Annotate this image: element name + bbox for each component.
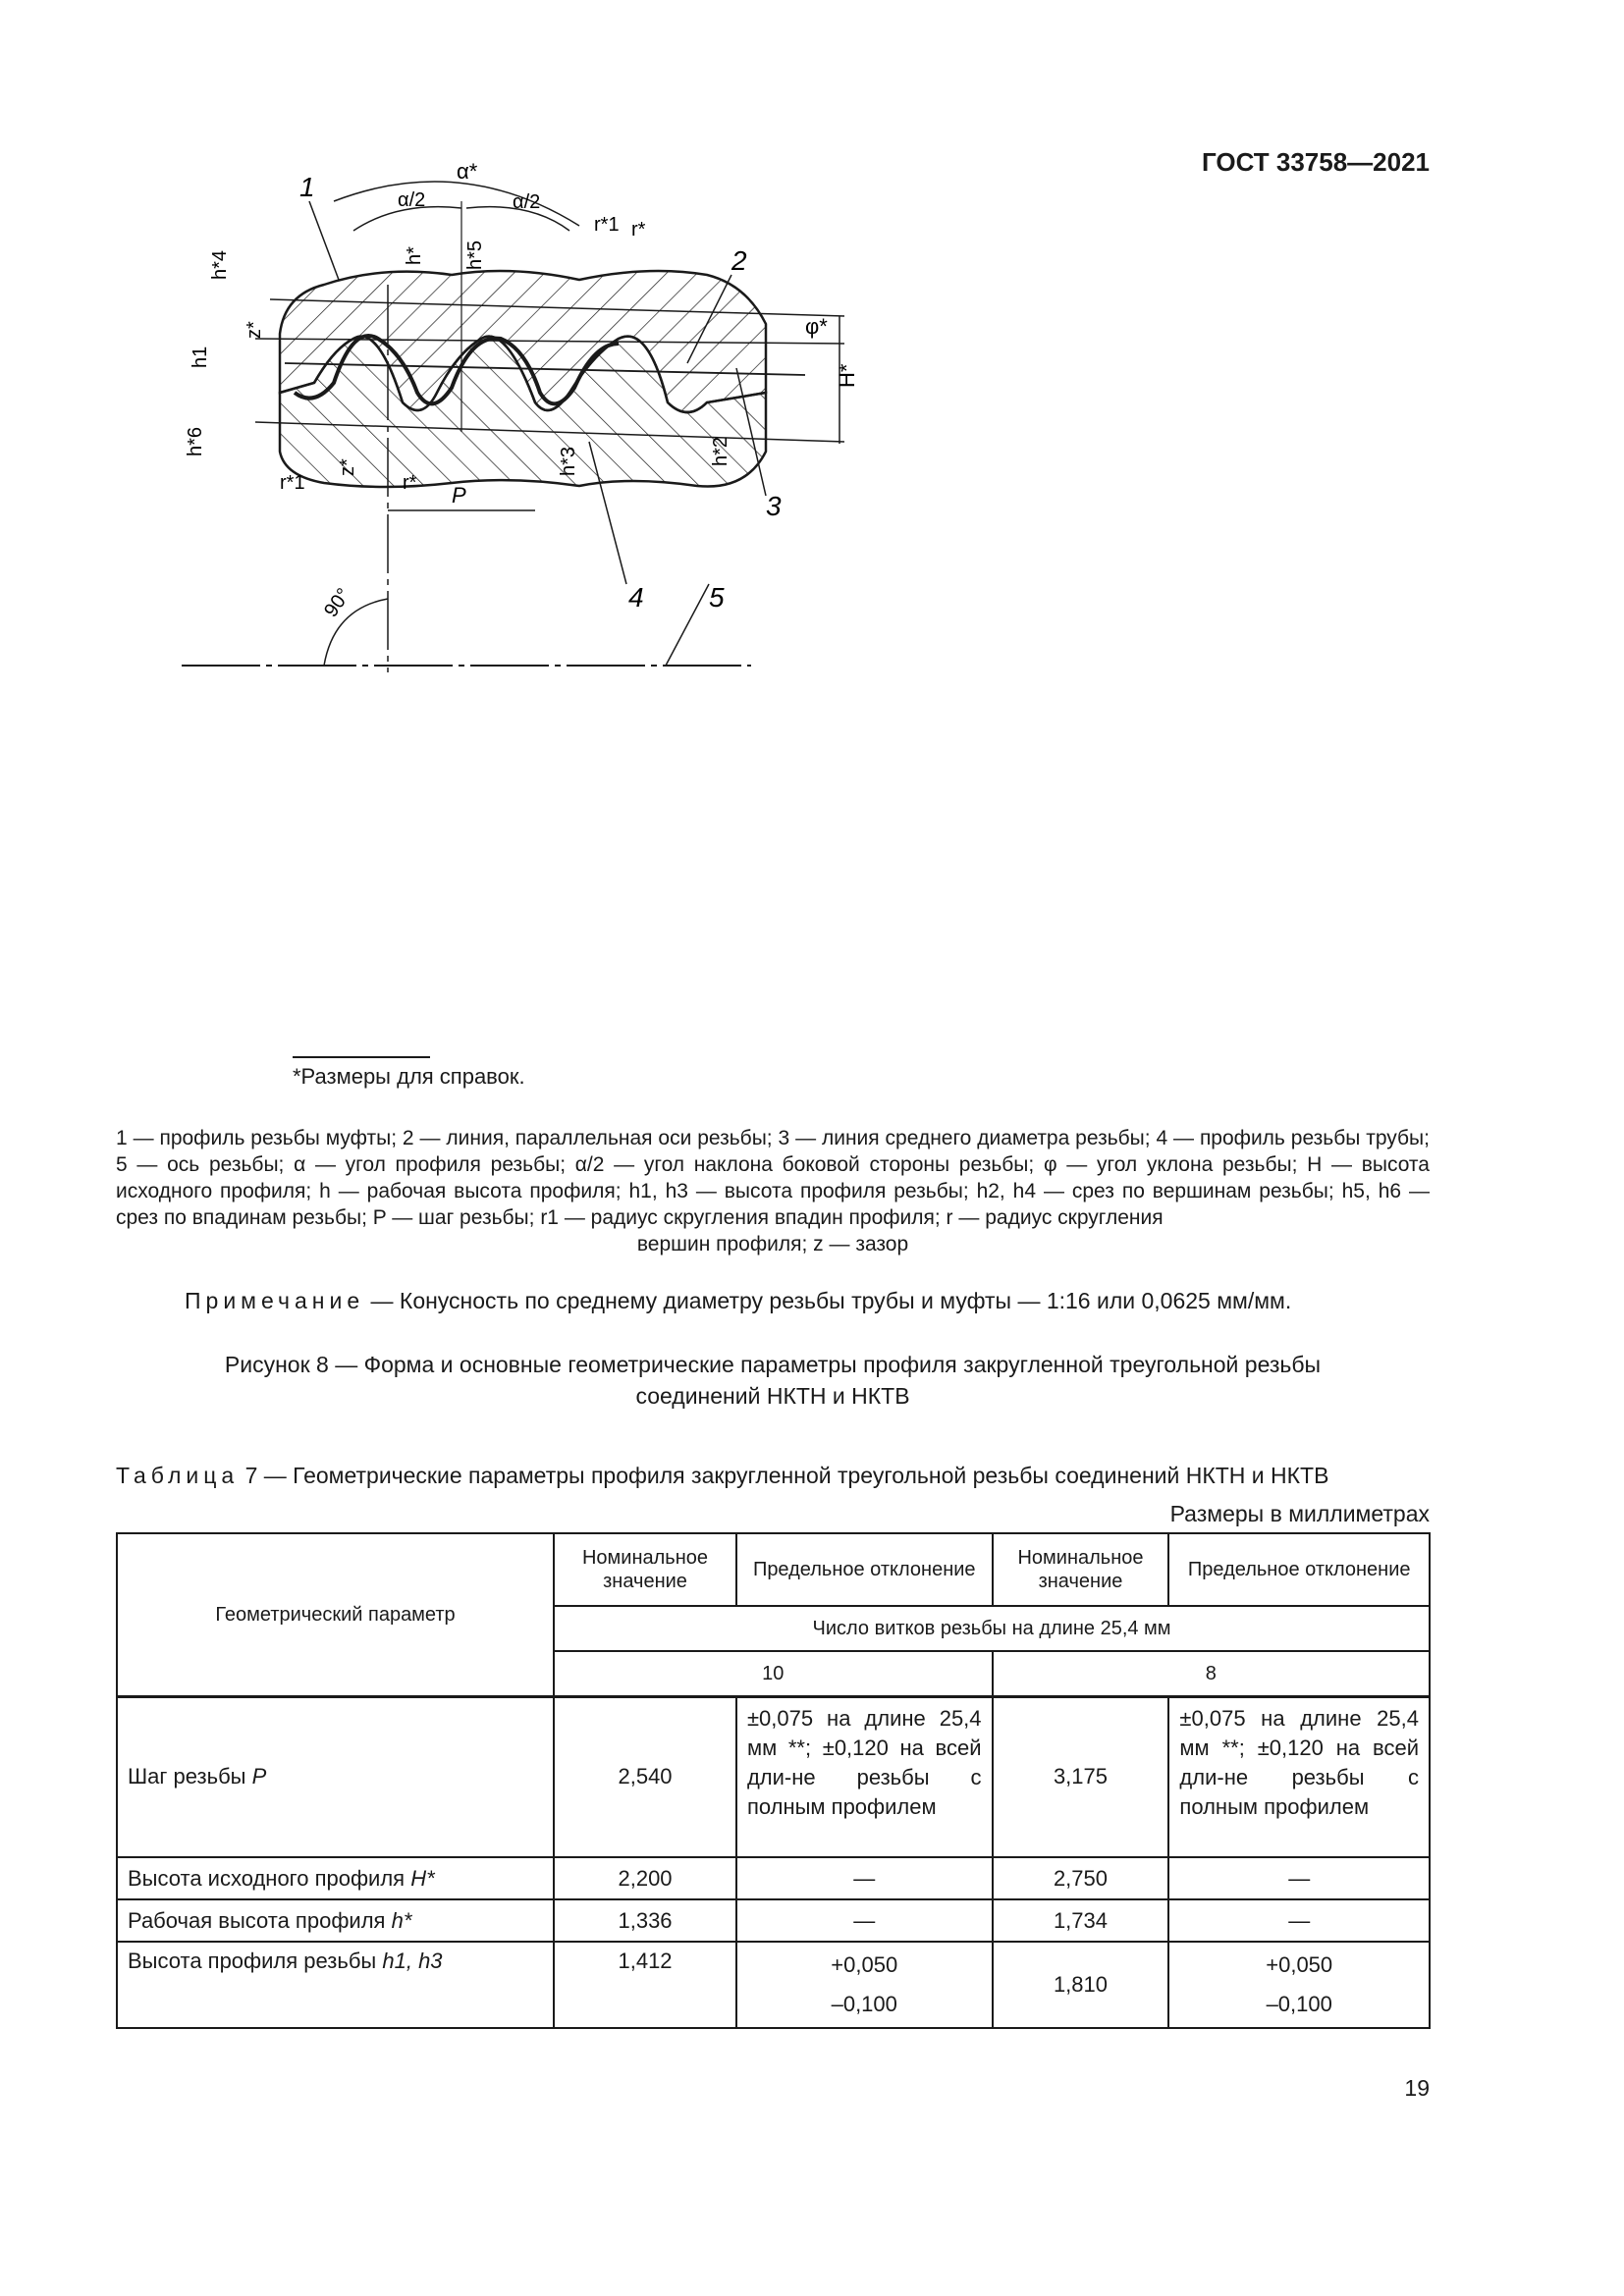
table-row	[117, 1942, 1430, 2028]
caption-line-1: Рисунок 8 — Форма и основные геометрические параметры профиля закругленной треугольной резьбы	[224, 1352, 1322, 1377]
label-H-star: H*	[835, 363, 859, 388]
callout-4: 4	[628, 582, 644, 613]
deviation-10	[736, 1942, 993, 2028]
footnote-rule	[293, 1056, 430, 1058]
table-row	[117, 1899, 1430, 1942]
header-param: Геометрический параметр	[117, 1533, 554, 1696]
deviation-plus: +0,050	[831, 1952, 898, 1977]
nominal-8: 1,810	[993, 1942, 1169, 2028]
document-header: ГОСТ 33758—2021	[1202, 147, 1430, 177]
header-deviation-8: Предельное отклонение	[1168, 1533, 1430, 1606]
label-r1-star-bottom: r*1	[280, 472, 305, 494]
deviation-10: —	[736, 1857, 993, 1899]
label-phi-star: φ*	[805, 314, 828, 339]
deviation-minus: –0,100	[831, 1992, 897, 2016]
param-name: Высота исходного профиля	[128, 1865, 406, 1891]
param-symbol: P	[251, 1764, 267, 1789]
figure-note	[185, 1288, 1291, 1314]
label-h2-star: h*2	[710, 436, 731, 466]
parameters-table	[116, 1532, 1431, 2029]
label-alpha-half-right: α/2	[513, 191, 541, 213]
header-nominal-8: Номинальное значение	[993, 1533, 1169, 1606]
label-P: P	[452, 483, 466, 507]
label-r-star-bottom: r*	[403, 472, 417, 494]
nominal-8: 1,734	[993, 1899, 1169, 1942]
header-turns: Число витков резьбы на длине 25,4 мм	[554, 1606, 1430, 1651]
label-z-star-bottom: z*	[337, 458, 358, 476]
row-param	[117, 1899, 554, 1942]
nominal-10: 2,200	[554, 1857, 736, 1899]
figure-footnote: *Размеры для справок.	[293, 1064, 525, 1089]
header-turns-8: 8	[993, 1651, 1430, 1696]
param-symbol: h1, h3	[382, 1949, 443, 1973]
deviation-10: —	[736, 1899, 993, 1942]
callout-2: 2	[731, 245, 747, 276]
table-title	[116, 1463, 1328, 1489]
row-param	[117, 1696, 554, 1857]
note-label: Примечание	[185, 1288, 365, 1313]
param-name: Шаг резьбы	[128, 1764, 246, 1789]
row-param	[117, 1942, 554, 2028]
legend-text-end: вершин профиля; z — зазор	[636, 1233, 909, 1255]
deviation-8: —	[1168, 1857, 1430, 1899]
header-deviation-10: Предельное отклонение	[736, 1533, 993, 1606]
table-row	[117, 1857, 1430, 1899]
label-r1-star-top: r*1	[594, 214, 620, 236]
nominal-8: 3,175	[993, 1696, 1169, 1857]
label-h1: h1	[189, 346, 211, 368]
deviation-8: —	[1168, 1899, 1430, 1942]
header-nominal-10: Номинальное значение	[554, 1533, 736, 1606]
callout-3: 3	[766, 491, 782, 521]
caption-line-2: соединений НКТН и НКТВ	[635, 1383, 910, 1409]
param-name: Высота профиля резьбы	[128, 1949, 377, 1973]
note-text: — Конусность по среднему диаметру резьбы трубы и муфты — 1:16 или 0,0625 мм/мм.	[364, 1288, 1292, 1313]
label-h3-star: h*3	[558, 446, 579, 476]
table-row	[117, 1696, 1430, 1857]
callout-1: 1	[299, 172, 315, 202]
deviation-10: ±0,075 на длине 25,4 мм **; ±0,120 на всей дли-не резьбы с полным профилем	[736, 1696, 993, 1857]
figure-caption	[116, 1349, 1430, 1412]
label-z-star-top: z*	[244, 321, 265, 339]
table-label: Таблица	[116, 1463, 240, 1488]
label-90-degrees: 90°	[320, 584, 355, 621]
nominal-10: 1,336	[554, 1899, 736, 1942]
deviation-8: ±0,075 на длине 25,4 мм **; ±0,120 на всей дли-не резьбы с полным профилем	[1168, 1696, 1430, 1857]
legend-text: 1 — профиль резьбы муфты; 2 — линия, параллельная оси резьбы; 3 — линия среднего диаметра резьбы; 4 — профиль резьбы трубы; 5 — ось резьбы; α — угол профиля резьбы; α/2 — угол наклона боковой стороны резьбы; φ — угол уклона резьбы; H — высота исходного профиля; h — рабочая высота профиля; h1, h3 — высота профиля резьбы; h2, h4 — срез по вершинам резьбы; h5, h6 — срез по впадинам резьбы; P — шаг резьбы; r1 — радиус скругления впадин профиля; r — радиус скругления	[116, 1127, 1430, 1229]
nominal-10: 1,412	[554, 1942, 736, 2028]
param-name: Рабочая высота профиля	[128, 1907, 386, 1933]
figure-legend	[116, 1125, 1430, 1257]
table-title-text: 7 — Геометрические параметры профиля закругленной треугольной резьбы соединений НКТН и НКТВ	[239, 1463, 1329, 1488]
param-symbol: h*	[391, 1907, 412, 1933]
param-symbol: H*	[410, 1865, 435, 1891]
label-h6-star: h*6	[185, 426, 206, 456]
row-param	[117, 1857, 554, 1899]
callout-5: 5	[709, 582, 725, 613]
label-h-star: h*	[404, 246, 425, 265]
nominal-8: 2,750	[993, 1857, 1169, 1899]
deviation-minus: –0,100	[1266, 1992, 1332, 2016]
table-units: Размеры в миллиметрах	[1169, 1501, 1430, 1526]
label-r-star-top: r*	[631, 219, 646, 240]
deviation-plus: +0,050	[1266, 1952, 1333, 1977]
thread-profile-figure	[185, 159, 1139, 1011]
label-h4-star: h*4	[209, 249, 231, 280]
label-alpha-half-left: α/2	[398, 189, 426, 211]
nominal-10: 2,540	[554, 1696, 736, 1857]
label-alpha-star: α*	[457, 159, 478, 184]
label-h5-star: h*5	[464, 240, 486, 270]
page-number: 19	[1404, 2075, 1430, 2101]
header-turns-10: 10	[554, 1651, 992, 1696]
deviation-8	[1168, 1942, 1430, 2028]
